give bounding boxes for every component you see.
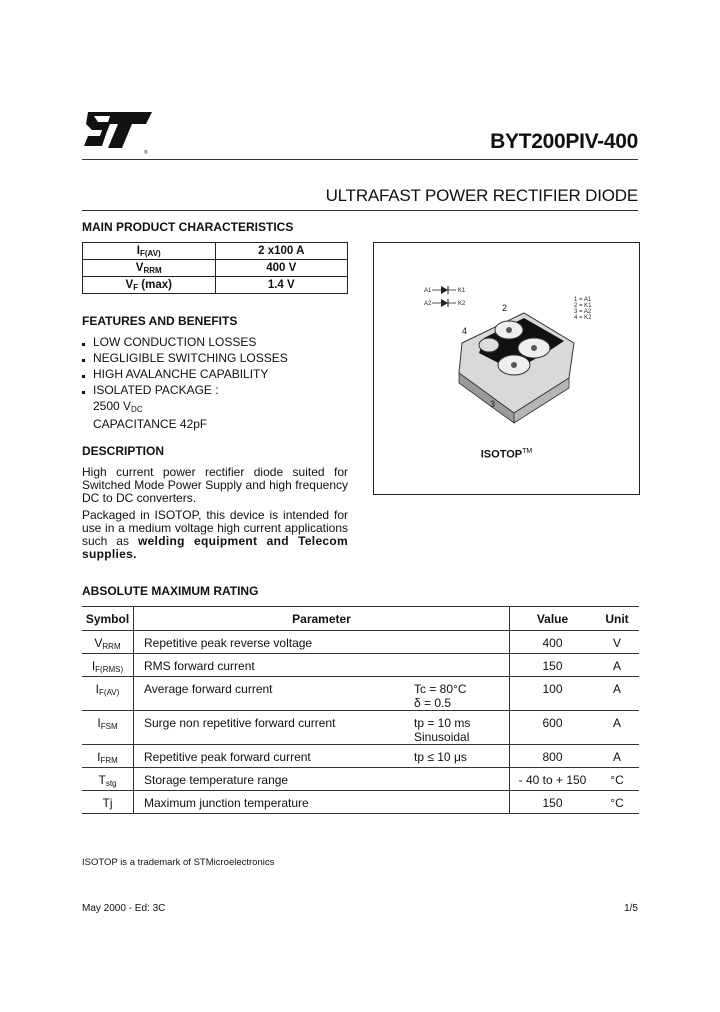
- main-characteristics-table: [82, 242, 348, 294]
- description-body: [82, 466, 348, 565]
- list-item: NEGLIGIBLE SWITCHING LOSSES: [82, 350, 288, 366]
- rating-value: 150: [510, 654, 596, 677]
- characteristic-value: 1.4 V: [215, 277, 348, 294]
- rating-value: 600: [510, 711, 596, 745]
- st-logo: [80, 106, 155, 156]
- features-list: [82, 334, 288, 432]
- rating-condition: [410, 791, 510, 814]
- table-row: [83, 260, 348, 277]
- ratings-table: [82, 606, 639, 814]
- pin-map: 2 = K1: [574, 303, 592, 309]
- pin-number: 4: [462, 326, 468, 336]
- table-row: [82, 631, 639, 654]
- rating-value: 800: [510, 745, 596, 768]
- description-paragraph: High current power rectifier diode suited for Switched Mode Power Supply and high frequency DC to DC converters.: [82, 465, 348, 505]
- rating-condition: [410, 768, 510, 791]
- rating-unit: A: [595, 654, 639, 677]
- rating-condition: tp ≤ 10 μs: [410, 745, 510, 768]
- ratings-heading: ABSOLUTE MAXIMUM RATING: [82, 584, 259, 598]
- characteristic-symbol: $V_F$ (max): [83, 277, 216, 294]
- list-item: ISOLATED PACKAGE :: [82, 382, 288, 398]
- description-paragraph: Packaged in ISOTOP, this device is intended for use in a medium voltage high current applications such as welding equipment and Telecom supplies.: [82, 508, 348, 561]
- table-row: [83, 277, 348, 294]
- subtitle-rule: [82, 210, 638, 211]
- page-number: 1/5: [624, 903, 638, 914]
- column-header: Symbol: [82, 607, 134, 631]
- characteristic-value: 2 x100 A: [215, 243, 348, 260]
- characteristic-value: 400 V: [215, 260, 348, 277]
- rating-symbol: $I_{FRM}$: [82, 745, 134, 768]
- rating-parameter: Maximum junction temperature: [134, 791, 411, 814]
- rating-symbol: $I_{F(RMS)}$: [82, 654, 134, 677]
- diode-label: A2: [424, 301, 432, 307]
- pin-map: 3 = A2: [574, 309, 592, 315]
- list-item: HIGH AVALANCHE CAPABILITY: [82, 366, 288, 382]
- table-row: [82, 745, 639, 768]
- pin-map: 1 = A1: [574, 297, 592, 303]
- svg-text:®: ®: [144, 150, 148, 156]
- features-heading: FEATURES AND BENEFITS: [82, 314, 238, 328]
- table-row: [82, 791, 639, 814]
- package-name: ISOTOP™: [480, 448, 533, 461]
- publication-date: May 2000 - Ed: 3C: [82, 903, 166, 914]
- characteristic-symbol: $I_{F(AV)}$: [83, 243, 216, 260]
- rating-parameter: Repetitive peak reverse voltage: [134, 631, 411, 654]
- rating-symbol: $T_{stg}$: [82, 768, 134, 791]
- table-row: [83, 243, 348, 260]
- diode-label: A1: [424, 288, 432, 294]
- rating-unit: °C: [595, 768, 639, 791]
- header-rule: [82, 159, 638, 160]
- rating-value: - 40 to + 150: [510, 768, 596, 791]
- rating-unit: °C: [595, 791, 639, 814]
- rating-value: 100: [510, 677, 596, 711]
- rating-symbol: $V_{RRM}$: [82, 631, 134, 654]
- diode-label: K2: [458, 301, 466, 307]
- trademark-note: ISOTOP is a trademark of STMicroelectronics: [82, 857, 275, 868]
- rating-unit: A: [595, 711, 639, 745]
- pin-number: 2: [502, 303, 508, 313]
- pin-number: 1: [554, 335, 560, 345]
- rating-unit: V: [595, 631, 639, 654]
- rating-condition: Tc = 80°C δ = 0.5: [410, 677, 510, 711]
- column-header: Unit: [595, 607, 639, 631]
- table-row: [82, 677, 639, 711]
- rating-condition: [410, 631, 510, 654]
- rating-value: 150: [510, 791, 596, 814]
- capacitance: CAPACITANCE 42pF: [93, 417, 208, 431]
- diode-label: K1: [458, 288, 466, 294]
- main-characteristics-heading: MAIN PRODUCT CHARACTERISTICS: [82, 220, 294, 234]
- isotop-package-illustration: [374, 243, 639, 443]
- rating-symbol: $I_{F(AV)}$: [82, 677, 134, 711]
- rating-unit: A: [595, 745, 639, 768]
- list-item: LOW CONDUCTION LOSSES: [82, 334, 288, 350]
- description-heading: DESCRIPTION: [82, 444, 165, 458]
- table-row: [82, 711, 639, 745]
- package-diagram: [373, 242, 640, 495]
- rating-symbol: Tj: [82, 791, 134, 814]
- rating-value: 400: [510, 631, 596, 654]
- pin-number: 3: [490, 399, 496, 409]
- document-subtitle: ULTRAFAST POWER RECTIFIER DIODE: [325, 186, 638, 205]
- rating-parameter: Repetitive peak forward current: [134, 745, 411, 768]
- table-row: [82, 768, 639, 791]
- column-header: Value: [510, 607, 596, 631]
- rating-symbol: $I_{FSM}$: [82, 711, 134, 745]
- part-number: BYT200PIV-400: [490, 130, 638, 153]
- rating-parameter: Average forward current: [134, 677, 411, 711]
- rating-parameter: Storage temperature range: [134, 768, 411, 791]
- pin-map: 4 = K2: [574, 315, 592, 321]
- rating-condition: [410, 654, 510, 677]
- isolation-voltage: 2500 $V_{DC}$: [93, 399, 143, 414]
- characteristic-symbol: $V_{RRM}$: [83, 260, 216, 277]
- rating-parameter: RMS forward current: [134, 654, 411, 677]
- rating-parameter: Surge non repetitive forward current: [134, 711, 411, 745]
- rating-unit: A: [595, 677, 639, 711]
- column-header: Parameter: [134, 607, 510, 631]
- rating-condition: tp = 10 ms Sinusoidal: [410, 711, 510, 745]
- table-row: [82, 654, 639, 677]
